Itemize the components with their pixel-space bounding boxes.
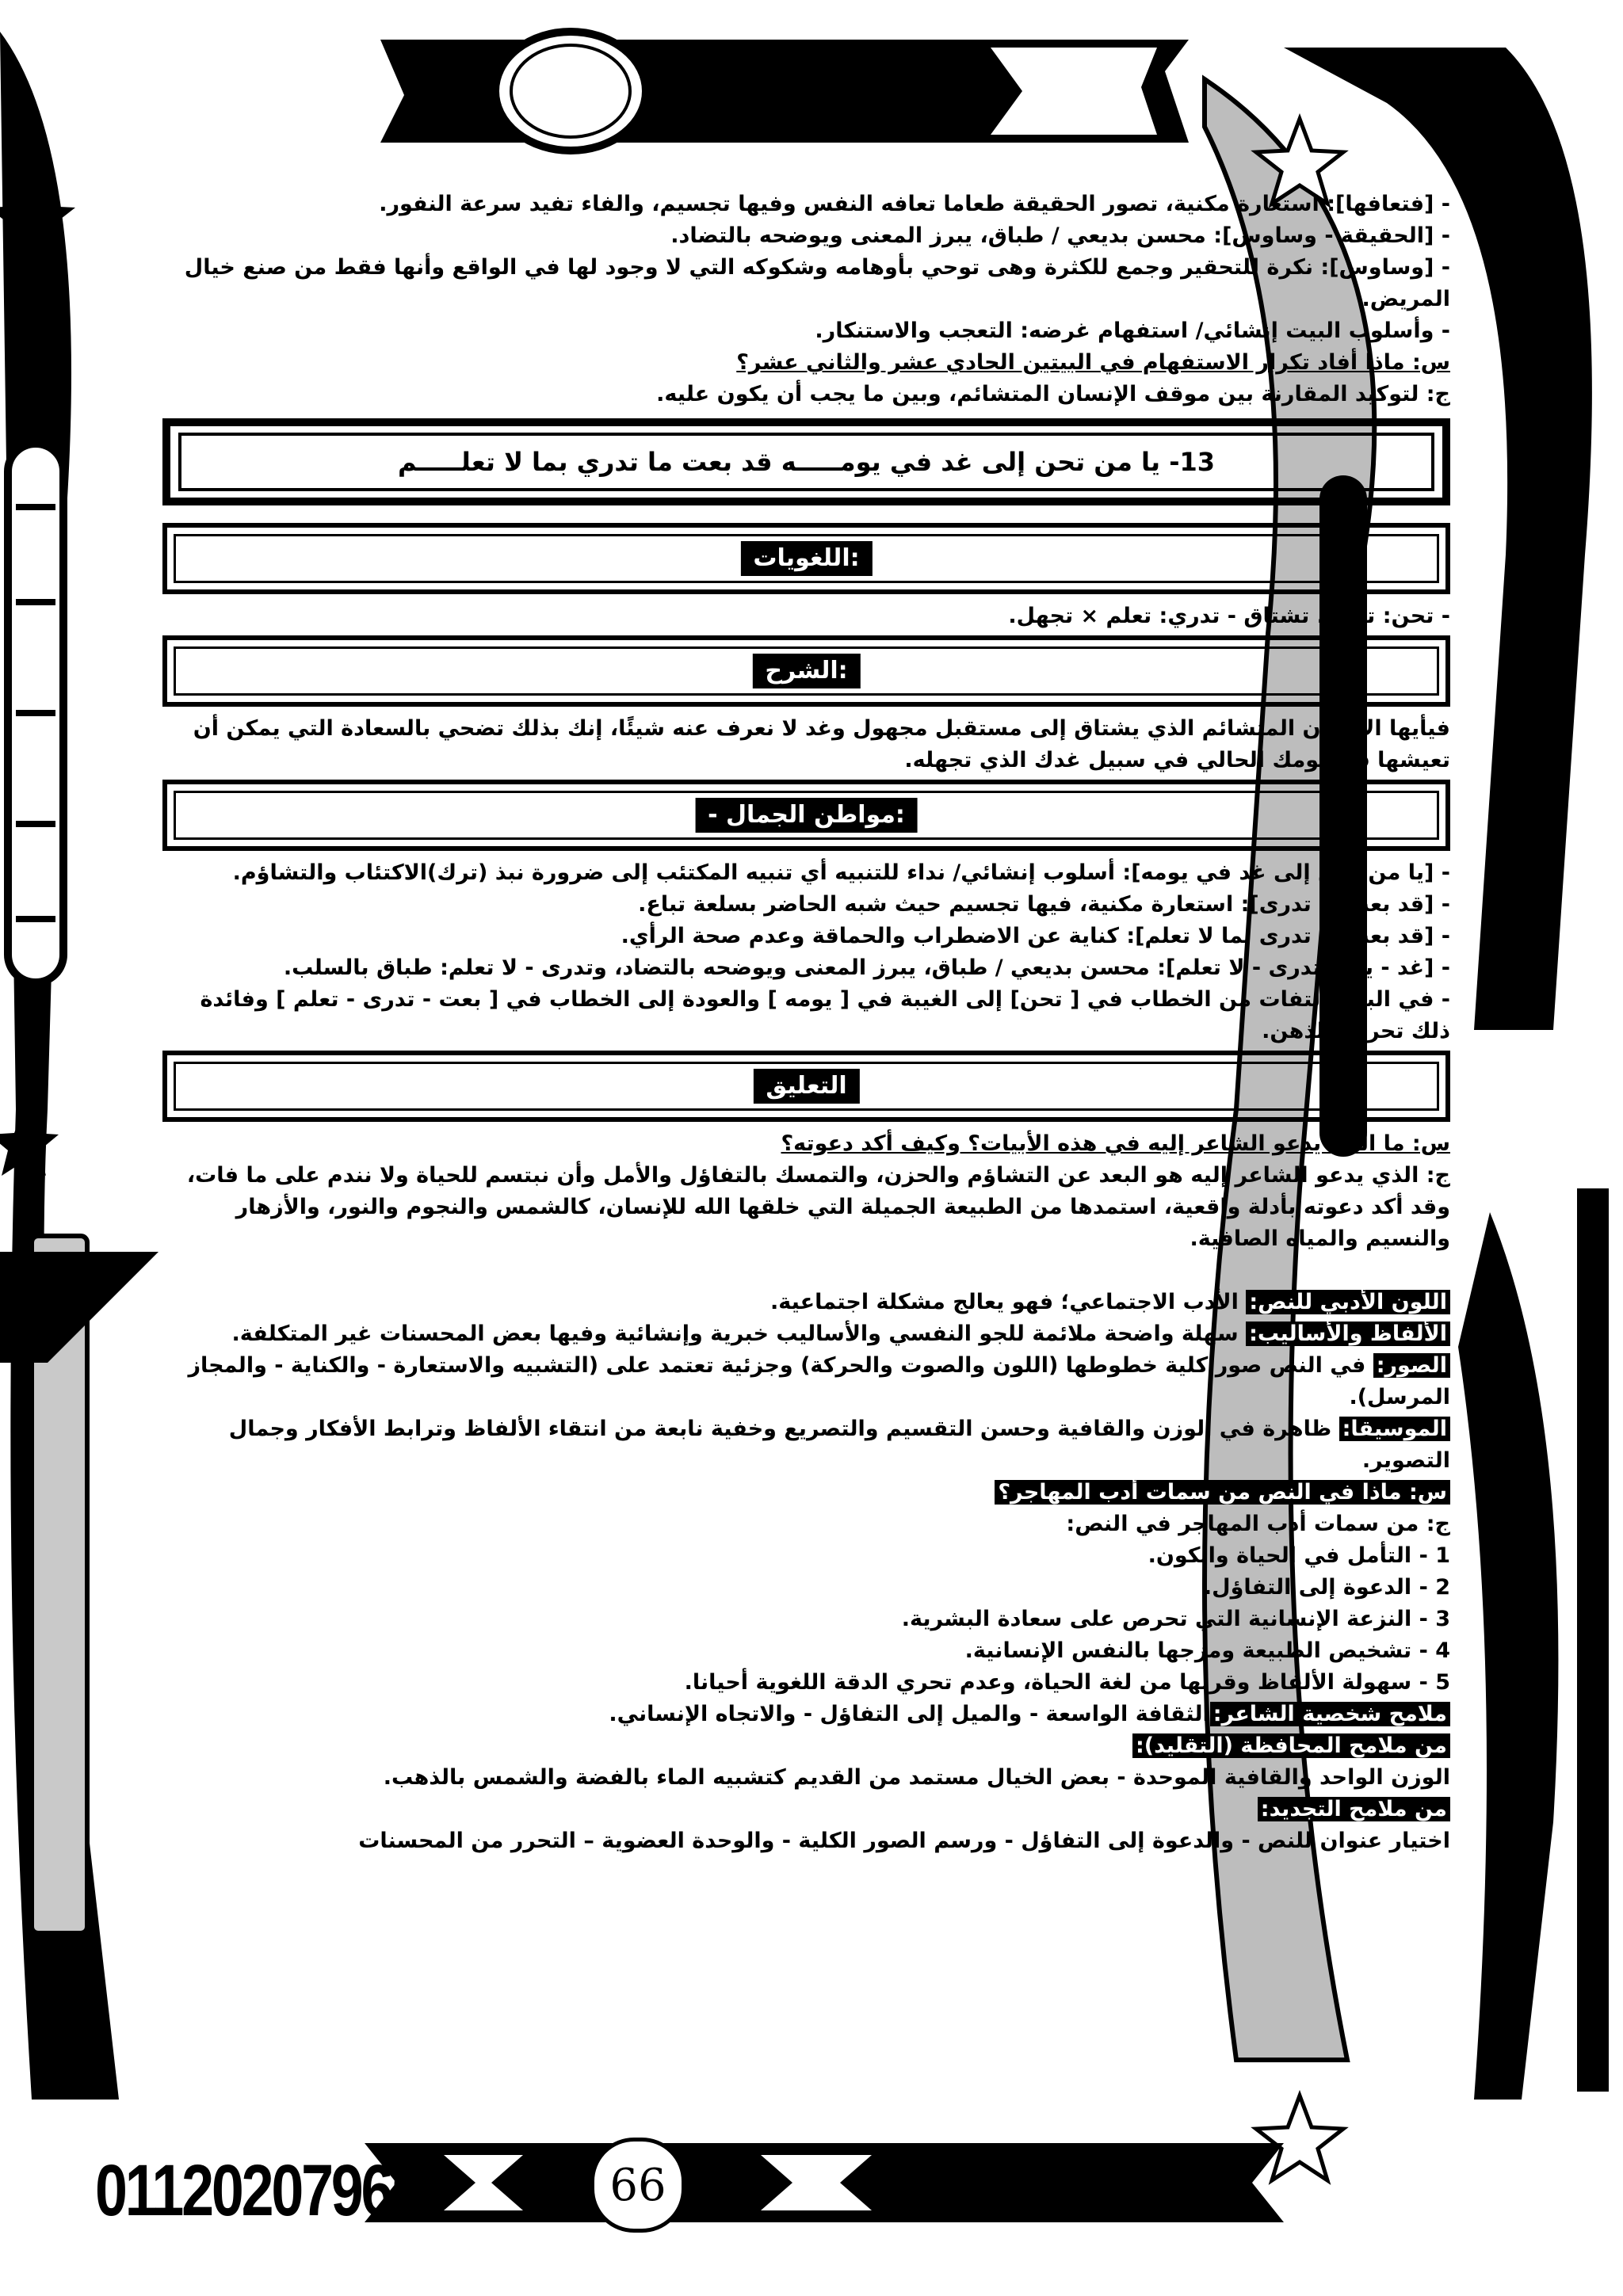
feature-line [162,1413,1450,1477]
verse-box [162,418,1450,505]
mahjar-item: 2 - الدعوة إلى التفاؤل. [1203,1575,1450,1600]
question-line: س: ماذا أفاد تكرار الاستفهام في البيتين الحادي عشر والثاني عشر؟ [736,350,1450,375]
explain-title: :الشرح [752,654,860,688]
explain-text: فيأيها الإنسان المتشائم الذي يشتاق إلى مستقبل مجهول وغد لا نعرف عنه شيئًا، إنك بذلك تضحي بالسعادة التي يمكن أن تعيشها في يومك الحالي في سبيل غدك الذي تجهله. [193,716,1450,772]
explain-header-box [162,635,1450,707]
feature-text: سهلة واضحة ملائمة للجو النفسي والأساليب خبرية وإنشائية وفيها بعض المحسنات غير المتكلفة. [231,1322,1247,1346]
mahjar-item: 4 - تشخيص الطبيعة ومزجها بالنفس الإنسانية. [964,1638,1450,1663]
comment-question: س: ما الذي يدعو الشاعر إليه في هذه الأبيات؟ وكيف أكد دعوته؟ [781,1131,1450,1156]
mahjar-question [162,1477,1450,1508]
feature-text: ظاهرة في الوزن والقافية وحسن التقسيم والتصريع وخفية نابعة من انتقاء الألفاظ وترابط الأفكار وجمال التصوير. [228,1417,1450,1473]
feature-label: الصور: [1373,1353,1450,1378]
beauty-header-box [162,780,1450,851]
intro-line: - [فتعافها]: استعارة مكنية، تصور الحقيقة طعاما تعافه النفس وفيها تجسيم، والفاء تفيد سرعة النفور. [379,192,1450,216]
mahjar-item: 1 - التأمل في الحياة والكون. [1148,1543,1450,1568]
beauty-line: - [غد - يوم، تدرى - لا تعلم]: محسن بديعي / طباق، يبرز المعنى ويوضحه بالتضاد، وتدرى - لا تعلم: طباق بالسلب. [283,955,1450,980]
feature-text: الأدب الاجتماعي؛ فهو يعالج مشكلة اجتماعية. [770,1290,1247,1314]
verse-text: 13- يا من تحن إلى غد في يومـــــه قد بعت ما تدري بما لا تعلـــــم [398,447,1216,477]
poet-text: الثقافة الواسعة - والميل إلى التفاؤل - والاتجاه الإنساني. [609,1702,1210,1726]
comment-header-box [162,1051,1450,1122]
feature-label: الألفاظ والأساليب: [1246,1322,1450,1346]
poet-line [162,1699,1450,1730]
feature-text: في النص صور كلية خطوطها (اللون والصوت والحركة) وجزئية تعتمد على (التشبيه والاستعارة - والكناية - والمجاز المرسل). [188,1353,1450,1409]
page-number: 66 [590,2138,685,2233]
renewal-title-line [162,1794,1450,1825]
beauty-line: - [يا من تحن إلى غد في يومه]: أسلوب إنشائي/ نداء للتنبيه أي تنبيه المكتئب إلى ضرورة نبذ (ترك)الاكتئاب والتشاؤم. [232,860,1450,885]
beauty-line: - [قد بعت ما تدرى]: استعارة مكنية، فيها تجسيم حيث شبه الحاضر بسلعة تباع. [638,892,1450,917]
tradition-title: من ملامح المحافظة (التقليد): [1132,1733,1450,1758]
beauty-title: :مواطن الجمال - [695,798,918,833]
feature-line [162,1318,1450,1350]
feature-line [162,1350,1450,1413]
intro-line: - [وساوس]: نكرة للتحقير وجمع للكثرة وهى توحي بأوهامه وشكوكه التي لا وجود لها في الواقع وأنها فقط من صنع خيال المريض. [184,255,1450,311]
feature-label: اللون الأدبي للنص: [1246,1290,1450,1314]
mahjar-item: 3 - النزعة الإنسانية التي تحرص على سعادة البشرية. [901,1607,1450,1631]
mahjar-answer-intro: ج: من سمات أدب المهاجر في النص: [1066,1512,1450,1536]
renewal-text: اختيار عنوان للنص - والدعوة إلى التفاؤل - ورسم الصور الكلية - والوحدة العضوية – التحرر من المحسنات [358,1829,1450,1853]
poet-label: ملامح شخصية الشاعر: [1210,1702,1450,1726]
vocab-line: - تحن: تميل، تشتاق - تدري: تعلم × تجهل. [1008,604,1450,628]
mahjar-question-text: س: ماذا في النص من سمات أدب المهاجر؟ [995,1480,1450,1505]
mahjar-item: 5 - سهولة الألفاظ وقربها من لغة الحياة، وعدم تحري الدقة اللغوية أحيانا. [684,1670,1450,1695]
answer-line: ج: لتوكيد المقارنة بين موقف الإنسان المتشائم، وبين ما يجب أن يكون عليه. [656,382,1450,406]
comment-title: التعليق [753,1069,859,1104]
phone-number: 01120207965 [95,2150,421,2231]
feature-label: الموسيقا: [1339,1417,1450,1441]
intro-line: - [الحقيقة - وساوس]: محسن بديعي / طباق، يبرز المعنى ويوضحه بالتضاد. [670,223,1450,248]
vocab-title: :اللغويات [740,541,872,576]
comment-answer: ج: الذي يدعو الشاعر إليه هو البعد عن التشاؤم والحزن، والتمسك بالتفاؤل والأمل وأن نبتسم للحياة ولا نندم على ما فات، وقد أكد دعوته بأدلة واقعية، استمدها من الطبيعة الجميلة التي خلقها الله للإنسان، كالشمس والنجوم والنور، والأزهار والنسيم والمياه الصافية. [186,1163,1450,1251]
vocab-header-box [162,523,1450,594]
tradition-text: الوزن الواحد والقافية الموحدة - بعض الخيال مستمد من القديم كتشبيه الماء بالفضة والشمس بالذهب. [383,1765,1450,1790]
page-content [162,189,1450,1857]
renewal-title: من ملامح التجديد: [1258,1797,1450,1821]
tradition-title-line [162,1730,1450,1762]
feature-line [162,1287,1450,1318]
intro-line: - وأسلوب البيت إنشائي/ استفهام غرضه: التعجب والاستنكار. [815,318,1450,343]
beauty-line: - [قد بعت ما تدرى بما لا تعلم]: كناية عن الاضطراب والحماقة وعدم صحة الرأي. [621,924,1450,948]
beauty-line: - في البيت التفات من الخطاب في [ تحن] إلى الغيبة في [ يومه ] والعودة إلى الخطاب في [ بعت - تدرى - تعلم ] وفائدة ذلك تحريك الذهن. [200,987,1450,1043]
